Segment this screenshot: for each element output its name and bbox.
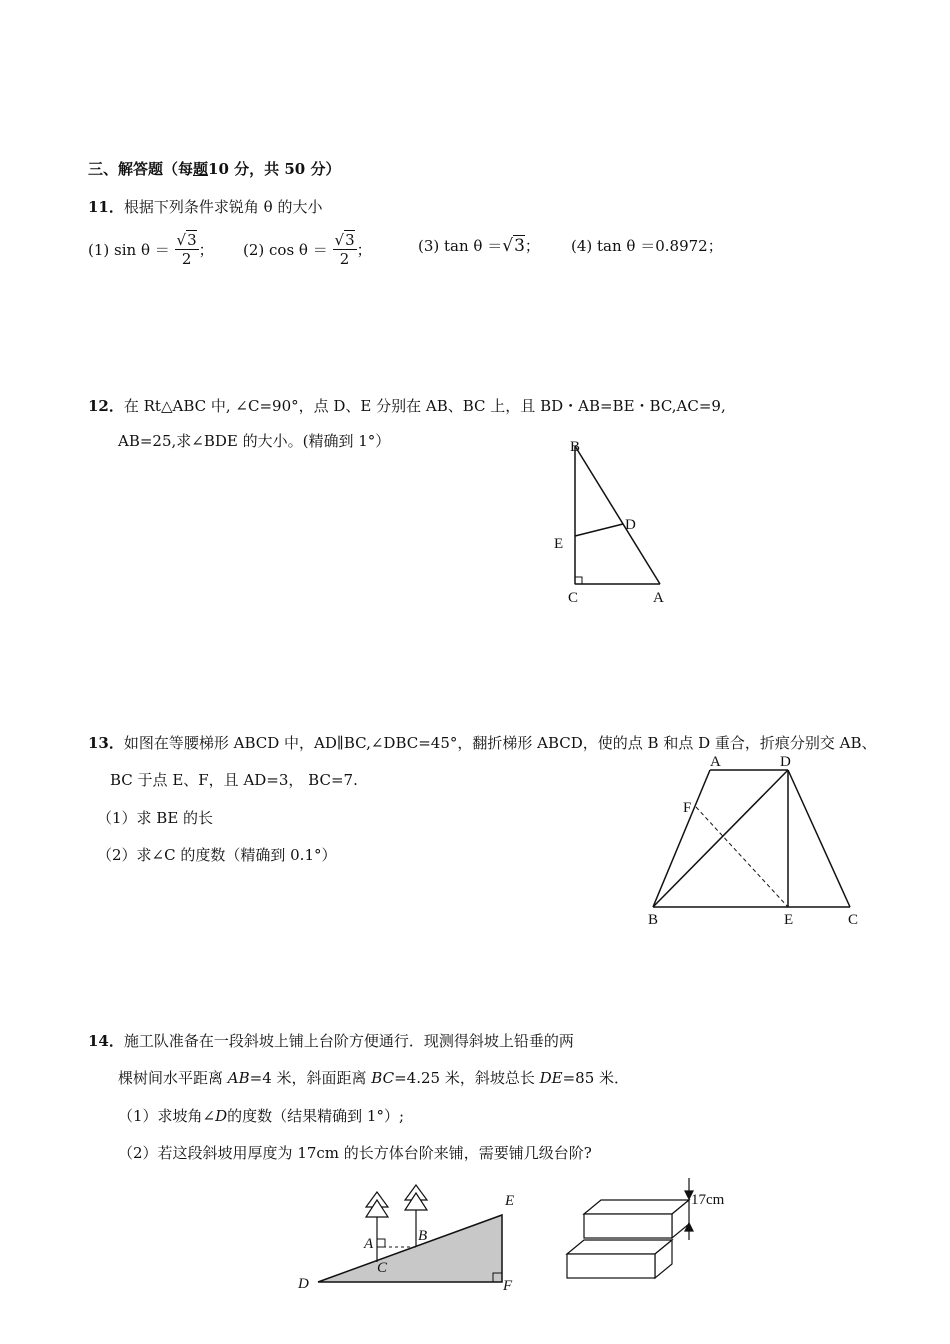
q12-stem-line1 bbox=[88, 396, 726, 416]
q11-p2-num: 3 bbox=[345, 230, 355, 249]
q14-label-f: F bbox=[503, 1278, 513, 1294]
q13-sub1: （1）求 BE 的长 bbox=[97, 809, 214, 827]
q14-label-e: E bbox=[505, 1193, 515, 1209]
q13-label-a: A bbox=[710, 754, 721, 770]
q11-part-1 bbox=[88, 230, 214, 274]
q14-line1: 施工队准备在一段斜坡上铺上台阶方便通行．现测得斜坡上铅垂的两 bbox=[123, 1032, 574, 1050]
q14-line2-a: 棵树间水平距离 bbox=[118, 1069, 228, 1087]
q14-right-angle-a bbox=[377, 1239, 385, 1247]
q12-label-d: D bbox=[625, 517, 636, 533]
q14-number: 14． bbox=[88, 1032, 124, 1050]
section-header-underlined: 题 bbox=[193, 160, 209, 178]
section-header-suffix: 10 分，共 50 分） bbox=[208, 160, 341, 178]
q14-label-c: C bbox=[377, 1260, 388, 1276]
section-header-prefix: 三、解答题（每 bbox=[88, 160, 194, 178]
q13-side-dc bbox=[788, 770, 850, 907]
q14-line2-d: =85 米． bbox=[562, 1069, 630, 1087]
q13-label-c: C bbox=[848, 912, 859, 928]
q13-label-d: D bbox=[780, 754, 791, 770]
q13-fold-line-fe bbox=[696, 807, 788, 907]
q12-segment-ed bbox=[575, 524, 623, 536]
q11-stem bbox=[88, 197, 322, 217]
section-header bbox=[88, 159, 340, 179]
q12-line1: 在 Rt△ABC 中, ∠C=90°，点 D、E 分别在 AB、BC 上，且 BD・AB=BE・BC,AC=9, bbox=[123, 397, 726, 415]
q12-label-a: A bbox=[653, 590, 664, 606]
q11-number: 11． bbox=[88, 198, 124, 216]
q13-trapezoid-figure bbox=[640, 750, 870, 935]
q12-label-c: C bbox=[568, 590, 579, 606]
q12-label-e: E bbox=[554, 536, 564, 552]
q14-label-d: D bbox=[298, 1276, 309, 1292]
q14-line2-bc: BC bbox=[371, 1069, 395, 1087]
q11-p3-rad: 3 bbox=[514, 236, 525, 256]
q11-part-2 bbox=[243, 230, 372, 274]
q11-p1-fraction: $\frac{√3}{2}$ bbox=[176, 230, 197, 268]
q13-side-ab bbox=[653, 770, 710, 907]
q14-sub1-d: D bbox=[215, 1107, 228, 1125]
q13-label-f: F bbox=[683, 800, 692, 816]
q14-sub1-a: （1）求坡角∠ bbox=[118, 1107, 216, 1125]
q14-label-a: A bbox=[364, 1236, 374, 1252]
q14-step-upper-front bbox=[584, 1214, 672, 1238]
q12-number: 12． bbox=[88, 397, 124, 415]
q13-line1: 如图在等腰梯形 ABCD 中，AD∥BC,∠DBC=45°，翻折梯形 ABCD，使的点 B 和点 D 重合，折痕分别交 AB、 bbox=[123, 734, 877, 752]
q11-part-4: (4) tan θ ＝0.8972； bbox=[571, 237, 723, 255]
q14-line2-de: DE bbox=[539, 1069, 563, 1087]
q11-text: 根据下列条件求锐角 θ 的大小 bbox=[123, 198, 323, 216]
q14-label-b: B bbox=[418, 1228, 428, 1244]
q14-steps-figure bbox=[560, 1170, 760, 1290]
q12-side-ab bbox=[575, 446, 660, 584]
q14-sub1 bbox=[118, 1106, 404, 1126]
q14-stem-line2 bbox=[118, 1068, 629, 1088]
q14-step-lower-front bbox=[567, 1254, 655, 1278]
q11-p3-end: ； bbox=[524, 237, 540, 255]
q14-stem-line1 bbox=[88, 1031, 574, 1051]
q11-p2-label: (2) cos θ ＝ bbox=[243, 241, 328, 259]
q11-p1-num: 3 bbox=[187, 230, 197, 249]
q14-sub1-b: 的度数（结果精确到 1°）; bbox=[227, 1107, 405, 1125]
q14-sub2: （2）若这段斜坡用厚度为 17cm 的长方体台阶来铺，需要铺几级台阶? bbox=[118, 1144, 592, 1162]
q13-sub2: （2）求∠C 的度数（精确到 0.1°） bbox=[97, 846, 337, 864]
q11-p1-end: ； bbox=[198, 241, 214, 259]
q13-label-b: B bbox=[648, 912, 659, 928]
q14-slope-triangle bbox=[318, 1215, 502, 1282]
q11-p3-label: (3) tan θ ＝ bbox=[418, 237, 503, 255]
q14-step-lower-top bbox=[567, 1240, 672, 1254]
q11-p1-den: 2 bbox=[181, 249, 192, 268]
q11-p1-label: (1) sin θ ＝ bbox=[88, 241, 170, 259]
q11-part-3: (3) tan θ ＝√3； bbox=[418, 236, 540, 256]
q14-step-upper-top bbox=[584, 1200, 689, 1214]
q14-slope-figure bbox=[290, 1180, 530, 1300]
q11-p2-fraction: $\frac{√3}{2}$ bbox=[334, 230, 355, 268]
q14-step-thickness-label: 17cm bbox=[691, 1192, 725, 1208]
q14-line2-b: =4 米，斜面距离 bbox=[249, 1069, 372, 1087]
q13-number: 13． bbox=[88, 734, 124, 752]
q13-stem-line2: BC 于点 E、F，且 AD=3， BC=7. bbox=[110, 771, 358, 789]
q13-diagonal-bd bbox=[653, 770, 788, 907]
q12-stem-line2: AB=25,求∠BDE 的大小。(精确到 1°） bbox=[118, 432, 391, 450]
q13-label-e: E bbox=[784, 912, 794, 928]
q12-triangle-figure bbox=[540, 430, 690, 610]
q11-p2-end: ； bbox=[356, 241, 372, 259]
q12-label-b: B bbox=[570, 439, 581, 455]
q14-line2-c: =4.25 米，斜坡总长 bbox=[394, 1069, 540, 1087]
q11-p2-den: 2 bbox=[339, 249, 350, 268]
q12-right-angle-mark bbox=[575, 577, 582, 584]
q14-line2-ab: AB bbox=[227, 1069, 250, 1087]
